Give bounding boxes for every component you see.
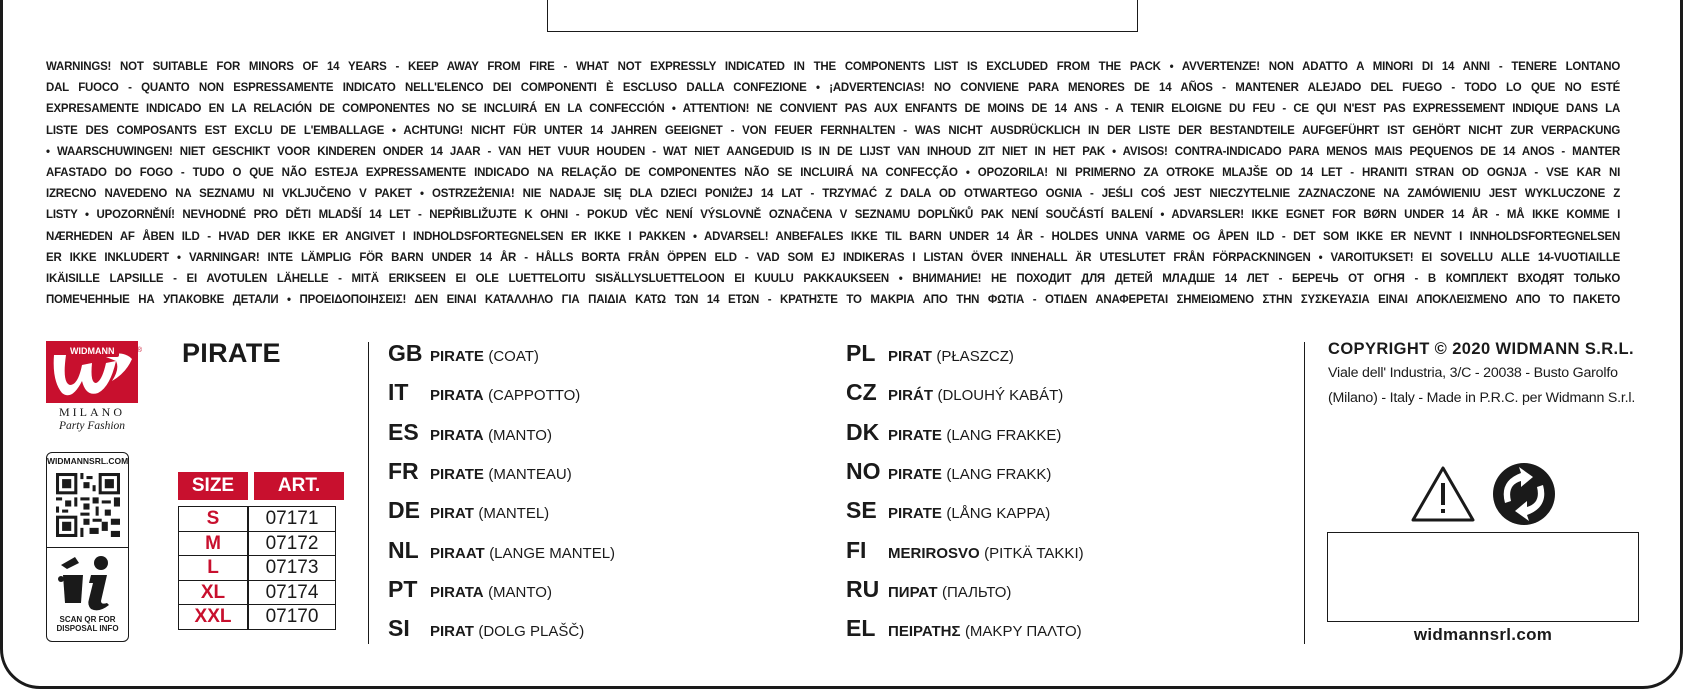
product-name-translated: ПИРАТ	[888, 583, 938, 601]
product-name-translated: PIRATE	[888, 426, 942, 444]
product-name-translated: PIRATE	[888, 465, 942, 483]
product-description: (LANG FRAKK)	[946, 465, 1052, 483]
warning-line: AFASTADO DO FOGO - TUDO O QUE NÃO ESTEJA EXPRESSAMENTE INDICADO NA RELAÇÃO DE COMPONENTES NÃO SE INCLUIRÁ NA CONFECÇÃO • OPOZORILA! NI PRIMERNO ZA OTROKE MLAJŠE OD 14 LET - HRANITI STRAN OD OGNJA - VSE KAR NI	[46, 166, 1621, 180]
product-name-translated: ΠΕΙΡΑΤΗΣ	[888, 623, 961, 641]
qr-url: WIDMANNSRL.COM	[47, 456, 129, 466]
warning-line: • WAARSCHUWINGEN! NIET GESCHIKT VOOR KINDEREN ONDER 14 JAAR - VAN HET VUUR HOUDEN - WAT NIET AANGEDUID IS IN DE LIJST VAN INHOUD ZIT NIET IN HET PAK • AVISOS! CONTRA-INDICADO PARA MENOS MAIS PEQUENOS DE 14 ANOS - MANTER	[46, 144, 1621, 158]
language-code: DE	[388, 497, 420, 524]
website-link[interactable]: widmannsrl.com	[1413, 625, 1553, 644]
language-code: ES	[388, 418, 419, 445]
warning-line: ПОМЕЧЕННЫЕ НА УПАКОВКЕ ДЕТАЛИ • ΠΡΟΕΙΔΟΠΟΙΗΣΕΙΣ! ΔΕΝ ΕΙΝΑΙ ΚΑΤΑΛΛΗΛΟ ΓΙΑ ΠΑΙΔΙΑ ΚΑΤΩ ΤΩΝ 14 ΕΤΩΝ - ΚΡΑΤΗΣΤΕ ΤΟ ΜΑΚΡΙΑ ΑΠΟ ΤΗΝ ΦΩΤΙΑ - ΟΤΙΔΕΝ ΑΝΑΦΕΡΕΤΑΙ ΣΗΜΕΙΩΜΕΝΟ ΣΤΗΝ ΣΥΣΚΕΥΑΣΙΑ ΕΙΝΑΙ ΑΠΟΚΛΕΙΣΜΕΝΟ ΑΠΟ ΤΟ ΠΑΚΕΤΟ	[46, 293, 1621, 307]
language-code: EL	[846, 615, 876, 642]
language-code: GB	[388, 340, 423, 366]
warning-line: LISTE DES COMPOSANTS EST EXCLU DE L'EMBALLAGE • ACHTUNG! NICHT FÜR UNTER 14 JAHREN GEEIGNET - VON FEUER FERNHALTEN - WAS NICHT AUSDRÜCKLICH IN DER LISTE DER BESTANDTEILE AUFGEFÜHRT IST GEHÖRT NICHT ZUR VERPACKUNG	[46, 123, 1621, 137]
product-title: PIRATE	[182, 338, 281, 368]
divider-right	[1304, 342, 1305, 644]
language-row	[388, 537, 615, 567]
product-name-translated: PIRAAT	[430, 544, 485, 562]
language-code: FI	[846, 536, 867, 563]
product-name-translated: MERIROSVO	[888, 544, 980, 562]
brand-tag: WIDMANN	[66, 345, 119, 357]
language-code: IT	[388, 379, 409, 406]
language-row	[388, 497, 549, 527]
size-cell: L	[178, 555, 248, 581]
address-line-2: (Milano) - Italy - Made in P.R.C. per Widmann S.r.l.	[1328, 390, 1636, 406]
widmann-logo	[46, 341, 142, 436]
copyright-title: COPYRIGHT © 2020 WIDMANN S.R.L.	[1328, 340, 1635, 358]
warning-line: LISTY • UPOZORNĚNÍ! NEVHODNÉ PRO DĚTI MLADŠÍ 14 LET - NEPŘIBLIŽUJTE K OHNI - POKUD VĚC NENÍ VÝSLOVNĚ OZNAČENA V SEZNAMU DOPLŇKŮ PAK NENÍ SOUČÁSTÍ BALENÍ • ADVARSLER! IKKE EGNET FOR BØRN UNDER 14 ÅR - MÅ IKKE KOMME I	[46, 208, 1621, 222]
address-line-1: Viale dell' Industria, 3/C - 20038 - Busto Garolfo	[1328, 365, 1618, 381]
warning-triangle-icon	[1410, 465, 1476, 523]
language-row	[388, 576, 552, 606]
scan-line-2: DISPOSAL INFO	[56, 624, 119, 633]
art-cell: 07171	[248, 506, 336, 532]
product-description: (LÅNG KAPPA)	[946, 505, 1051, 523]
qr-disposal-card	[46, 452, 129, 642]
language-code: RU	[846, 575, 880, 602]
language-row	[388, 458, 572, 488]
size-cell: XXL	[178, 604, 248, 630]
product-description: (LANGE MANTEL)	[489, 544, 616, 562]
scan-line-1: SCAN QR FOR	[59, 615, 116, 624]
size-cell: XL	[178, 580, 248, 606]
size-cell: S	[178, 506, 248, 532]
language-code: DK	[846, 418, 880, 445]
product-name-translated: PIRAT	[888, 348, 932, 365]
art-cell: 07170	[248, 604, 336, 630]
copyright-block	[1328, 340, 1638, 411]
brand-tagline: Party Fashion	[58, 420, 126, 432]
product-description: (DLOUHÝ KABÁT)	[937, 387, 1064, 405]
language-code: CZ	[846, 379, 877, 406]
scan-qr-text	[47, 615, 128, 633]
warnings-text	[46, 56, 1620, 310]
qr-code-icon[interactable]	[56, 473, 120, 537]
product-name-translated: PIRATA	[430, 426, 484, 444]
brand-city: MILANO	[59, 405, 125, 419]
warning-line: DAL FUOCO - QUANTO NON ESPRESSAMENTE INDICATO NELL'ELENCO DEI COMPONENTI È ESCLUSO DALLA CONFEZIONE • ¡ADVERTENCIAS! NO CONVIENE PARA MENORES DE 14 AÑOS - MANTENER ALEJADO DEL FUEGO - TODO LO QUE NO ESTÉ	[46, 81, 1621, 95]
top-blank-box	[547, 0, 1138, 32]
art-cell: 07174	[248, 580, 336, 606]
language-row	[388, 340, 539, 370]
art-cell: 07172	[248, 531, 336, 557]
language-code: FR	[388, 457, 419, 484]
art-header: ART.	[254, 472, 344, 500]
language-row	[388, 615, 584, 645]
warning-line: ER IKKE INKLUDERT • VARNINGAR! INTE LÄMPLIG FÖR BARN UNDER 14 ÅR - HÅLLS BORTA FRÅN ÖPPEN ELD - VAD SOM EJ INDIKERAS I LISTAN ÖVER INNEHALL ÄR UTESLUTET FRÅN FÖRPACKNINGEN • VAROITUKSET! EI SOVELLU ALLE 14-VUOTIAILLE	[46, 250, 1621, 264]
product-name-translated: PIRATA	[430, 583, 484, 601]
warning-line: EXPRESAMENTE INDICADO EN LA RELACIÓN DE COMPONENTES NO SE INCLUIRÁ EN LA CONFECCIÓN • ATTENTION! NE CONVIENT PAS AUX ENFANTS DE MOINS DE 14 ANS - A TENIR ELOIGNE DU FEU - CE QUI N'EST PAS EXPRESSEMENT INDIQUE DANS LA	[46, 102, 1621, 116]
language-row	[846, 379, 1063, 409]
language-code: PL	[846, 340, 876, 366]
warning-line: NÆRHEDEN AF ÅBEN ILD - HVAD DER IKKE ER ANGIVET I INDHOLDSFORTEGNELSEN ER IKKE I PAKKEN • ADVARSEL! ANBEFALES IKKE TIL BARN UNDER 14 ÅR - HOLDES UNNA VARME OG ÅPEN ILD - DET SOM IKKE ER NEVNT I INNHOLDSFORTEGNELSEN	[46, 229, 1621, 243]
size-cell: M	[178, 531, 248, 557]
warning-line: IKÄISILLE LAPSILLE - EI AVOTULEN LÄHELLE - MITÄ ERIKSEEN EI OLE LUETTELOITU SISÄLLYSLUETTELOON EI KUULU PAKKAUKSEEN • ВНИМАНИЕ! НЕ ПОХОДИТ ДЛЯ ДЕТЕЙ МЛАДШЕ 14 ЛЕТ - БЕРЕЧЬ ОТ ОГНЯ - В КОМПЛЕКТ ВХОДЯТ ТОЛЬКО	[46, 272, 1621, 286]
product-description: (MANTO)	[488, 583, 552, 601]
warning-line: WARNINGS! NOT SUITABLE FOR MINORS OF 14 YEARS - KEEP AWAY FROM FIRE - WHAT NOT EXPRESSLY INDICATED IN THE COMPONENTS LIST IS EXCLUDED FROM THE PACK • AVVERTENZE! NON ADATTO A MINORI DI 14 ANNI - TENERE LONTANO	[46, 60, 1621, 73]
product-name-translated: PIRATA	[430, 387, 484, 405]
registered-mark: ®	[136, 347, 142, 354]
language-row	[846, 458, 1051, 488]
product-description: (COAT)	[488, 348, 539, 365]
product-name-translated: PIRAT	[430, 623, 474, 641]
product-name-translated: PIRATE	[888, 505, 942, 523]
product-name-translated: PIRATE	[430, 465, 484, 483]
language-row	[388, 419, 552, 449]
product-name-translated: PIRÁT	[888, 387, 933, 405]
language-row	[846, 419, 1061, 449]
language-code: PT	[388, 575, 418, 602]
divider-left	[368, 342, 369, 644]
product-description: (PITKÄ TAKKI)	[984, 544, 1084, 562]
product-description: (ПАЛЬТО)	[941, 583, 1012, 601]
product-description: (ΜΑΚΡΥ ΠΑΛΤΟ)	[964, 623, 1082, 641]
product-description: (MANTO)	[488, 426, 552, 444]
product-description: (MANTEL)	[478, 505, 550, 523]
language-code: SI	[388, 615, 410, 642]
product-description: (MANTEAU)	[488, 465, 572, 483]
product-name-translated: PIRAT	[430, 505, 474, 523]
qr-card-divider	[47, 547, 128, 548]
language-row	[846, 497, 1050, 527]
green-dot-recycle-icon	[1491, 461, 1557, 527]
product-description: (CAPPOTTO)	[488, 387, 581, 405]
product-name-translated: PIRATE	[430, 348, 484, 365]
product-description: (LANG FRAKKE)	[946, 426, 1062, 444]
size-header: SIZE	[178, 472, 248, 500]
warning-line: IZRECNO NAVEDENO NA SEZNAMU NI VKLJUČENO V PAKET • OSTRZEŻENIA! NIE NADAJE SIĘ DLA DZIECI PONIŻEJ 14 LAT - TRZYMAĆ Z DALA OD OTWARTEGO OGNIA - JEŚLI COŚ JEST NIECZYTELNIE ZAZNACZONE NA ZAMÓWIENIU JEST WYKLUCZONE Z	[46, 187, 1621, 201]
language-code: NL	[388, 536, 419, 563]
disposal-info-icon	[55, 553, 121, 613]
language-row	[846, 537, 1084, 567]
language-code: SE	[846, 497, 877, 524]
art-cell: 07173	[248, 555, 336, 581]
bottom-blank-box	[1327, 532, 1639, 622]
language-row	[846, 340, 1014, 370]
language-row	[846, 615, 1082, 645]
language-code: NO	[846, 457, 881, 484]
product-description: (DOLG PLAŠČ)	[478, 623, 585, 641]
language-row	[846, 576, 1011, 606]
product-description: (PŁASZCZ)	[936, 348, 1014, 365]
language-row	[388, 379, 580, 409]
